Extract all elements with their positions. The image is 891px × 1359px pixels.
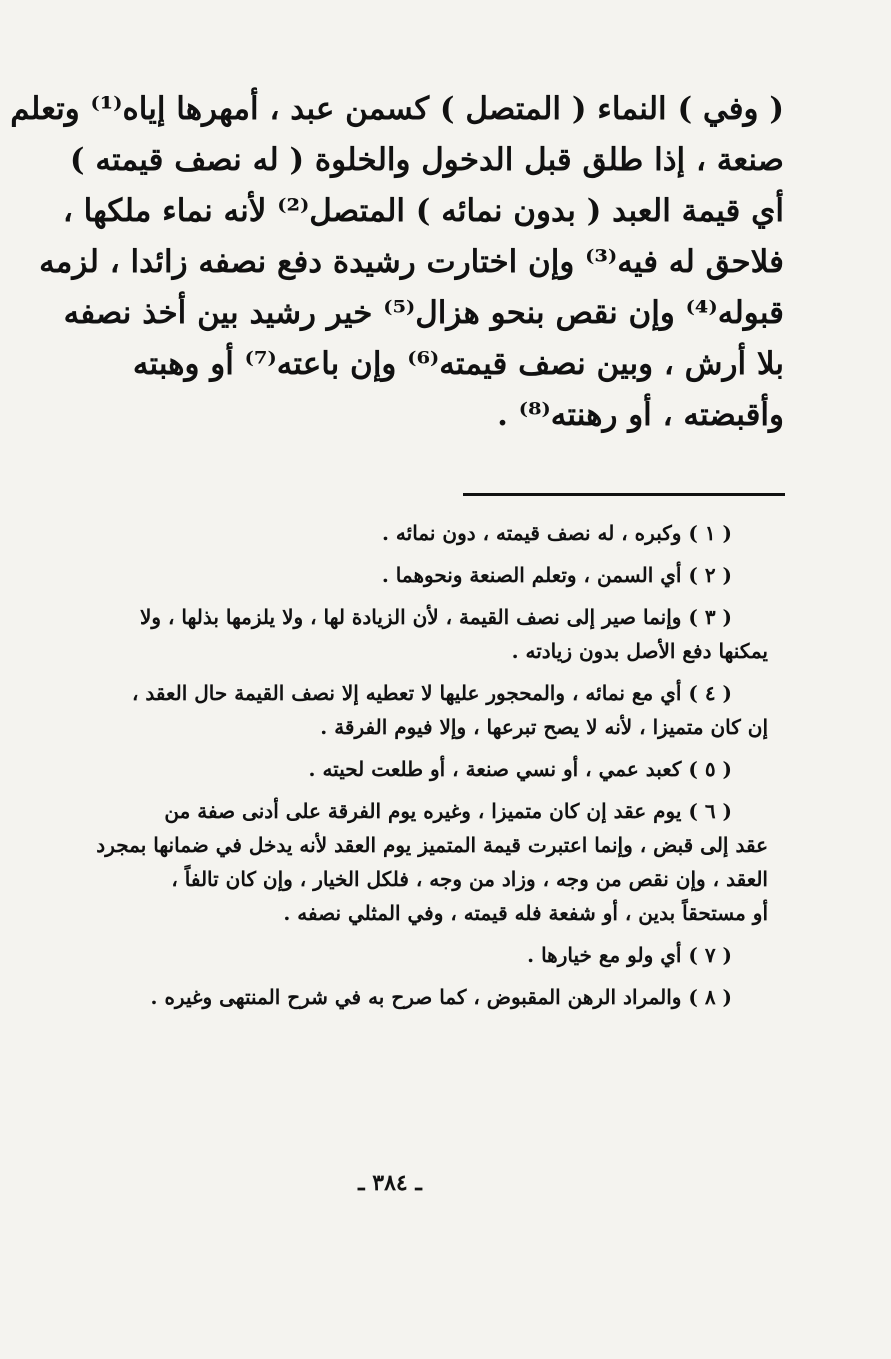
main-text-line: وأقبضته ، أو رهنته⁽⁸⁾ . <box>497 397 784 433</box>
footnote-7 <box>38 938 788 972</box>
footnote-2 <box>38 558 788 592</box>
footnote-6 <box>38 794 788 930</box>
footnote-divider <box>463 493 785 496</box>
footnote-line: العقد ، وإن نقص من وجه ، وزاد من وجه ، فلكل الخيار ، وإن كان تالفاً ، <box>171 867 768 891</box>
footnote-line: ( ٨ ) والمراد الرهن المقبوض ، كما صرح به في شرح المنتهى وغيره . <box>150 985 732 1009</box>
main-text-line: ( وفي ) النماء ( المتصل ) كسمن عبد ، أمهرها إياه⁽¹⁾ وتعلم <box>10 91 784 127</box>
footnotes-block <box>38 516 788 1022</box>
footnote-line: ( ٧ ) أي ولو مع خيارها . <box>527 943 732 967</box>
footnote-5 <box>38 752 788 786</box>
footnote-line: ( ٦ ) يوم عقد إن كان متميزا ، وغيره يوم الفرقة على أدنى صفة من <box>164 799 732 823</box>
page-number: ـ ٣٨٤ ـ <box>358 1170 422 1196</box>
main-text-line: قبوله⁽⁴⁾ وإن نقص بنحو هزال⁽⁵⁾ خير رشيد بين أخذ نصفه <box>63 295 784 331</box>
main-text-line: أي قيمة العبد ( بدون نمائه ) المتصل⁽²⁾ لأنه نماء ملكها ، <box>62 193 784 229</box>
footnote-line: ( ٣ ) وإنما صير إلى نصف القيمة ، لأن الزيادة لها ، ولا يلزمها بذلها ، ولا <box>139 605 732 629</box>
footnote-3 <box>38 600 788 668</box>
main-text-block <box>10 84 784 441</box>
footnote-line: ( ٤ ) أي مع نمائه ، والمحجور عليها لا تعطيه إلا نصف القيمة حال العقد ، <box>131 681 732 705</box>
footnote-line: إن كان متميزا ، لأنه لا يصح تبرعها ، وإلا فيوم الفرقة . <box>320 715 768 739</box>
footnote-1 <box>38 516 788 550</box>
footnote-4 <box>38 676 788 744</box>
main-text-line: بلا أرش ، وبين نصف قيمته⁽⁶⁾ وإن باعته⁽⁷⁾ أو وهبته <box>132 346 784 382</box>
footnote-line: أو مستحقاً بدين ، أو شفعة فله قيمته ، وفي المثلي نصفه . <box>283 901 768 925</box>
footnote-line: يمكنها دفع الأصل بدون زيادته . <box>511 639 768 663</box>
footnote-line: ( ١ ) وكبره ، له نصف قيمته ، دون نمائه . <box>382 521 732 545</box>
footnote-8 <box>38 980 788 1014</box>
footnote-line: ( ٢ ) أي السمن ، وتعلم الصنعة ونحوهما . <box>381 563 732 587</box>
footnote-line: عقد إلى قبض ، وإنما اعتبرت قيمة المتميز يوم العقد لأنه يدخل في ضمانها بمجرد <box>96 833 768 857</box>
main-text-line: فلاحق له فيه⁽³⁾ وإن اختارت رشيدة دفع نصفه زائدا ، لزمه <box>39 244 784 280</box>
main-text-line: صنعة ، إذا طلق قبل الدخول والخلوة ( له نصف قيمته ) <box>69 142 784 178</box>
footnote-line: ( ٥ ) كعبد عمي ، أو نسي صنعة ، أو طلعت لحيته . <box>308 757 732 781</box>
